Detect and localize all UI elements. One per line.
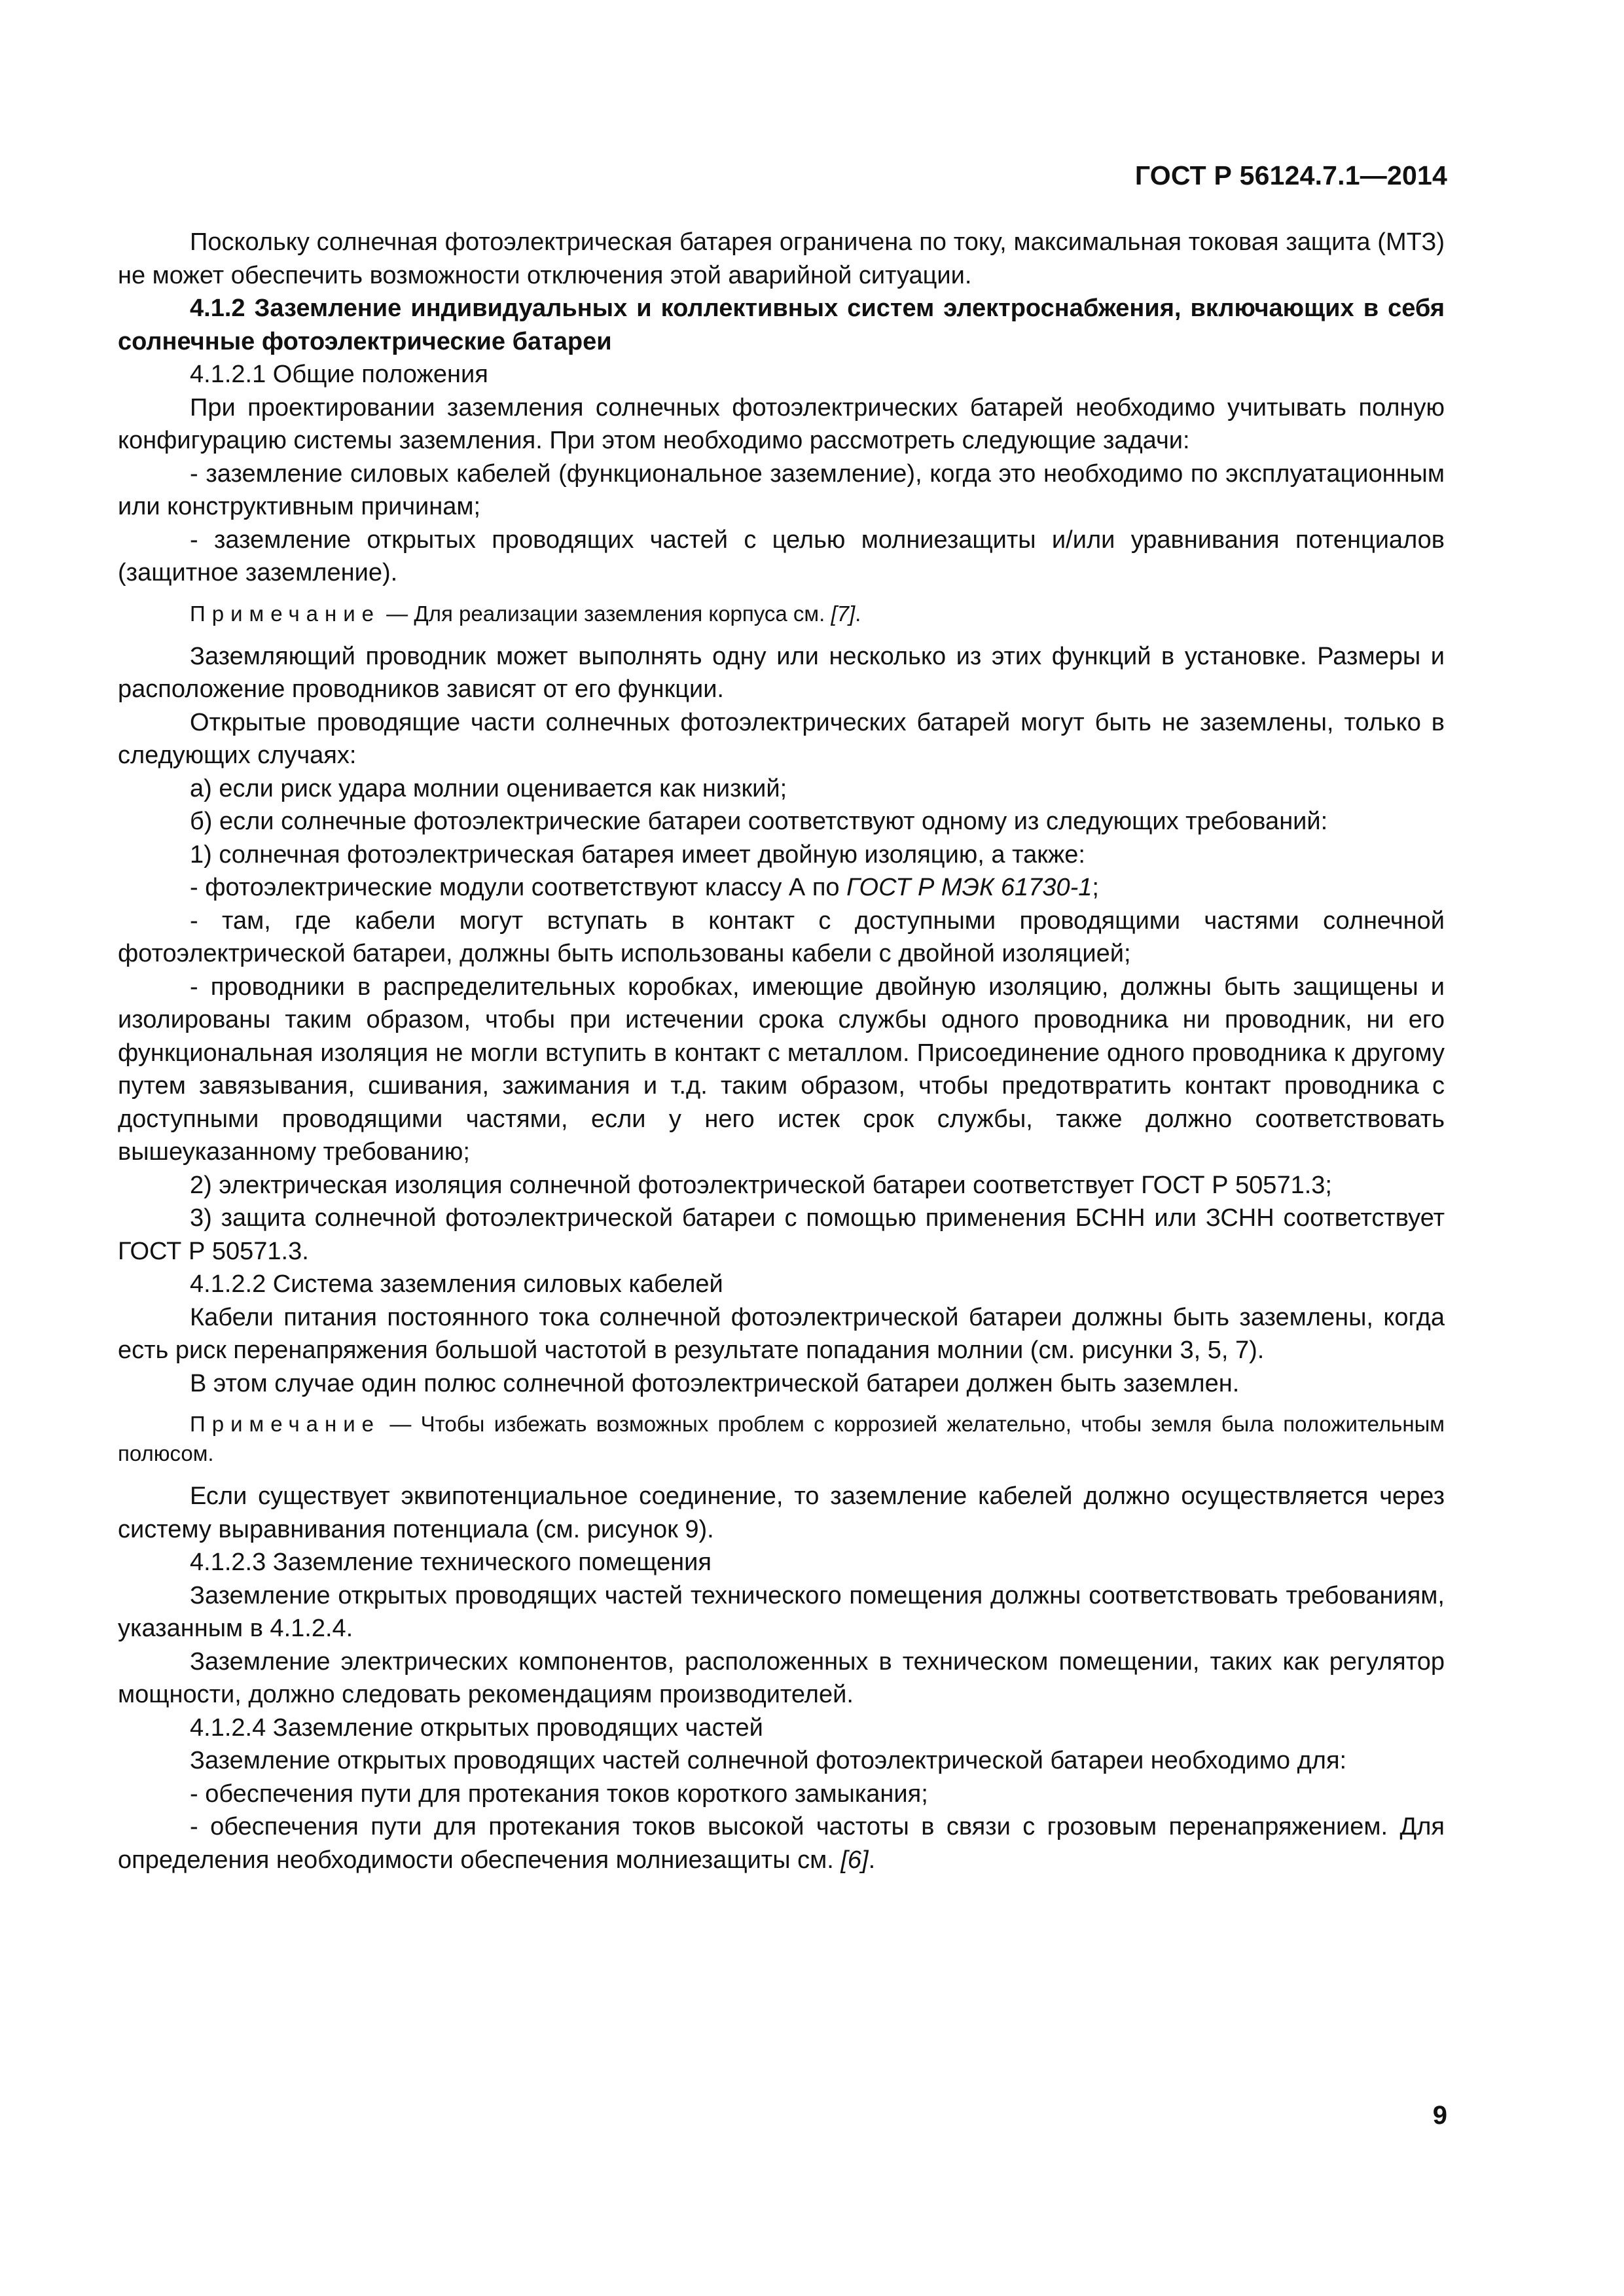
list-item: - обеспечения пути для протекания токов короткого замыкания; [190,1780,928,1808]
subsection-heading-4-1-2-1: 4.1.2.1 Общие положения [190,361,488,388]
paragraph: Заземление открытых проводящих частей технического помещения должны соответствовать требованиям, указанным в 4.1.2.4. [118,1581,1445,1642]
page-number: 9 [1432,2101,1447,2130]
list-item [118,1810,1445,1876]
list-item-end: . [868,1846,876,1874]
paragraph: Открытые проводящие части солнечных фотоэлектрических батарей могут быть не заземлены, только в следующих случаях: [118,708,1445,769]
list-item [118,871,1445,905]
list-item: 2) электрическая изоляция солнечной фотоэлектрической батареи соответствует ГОСТ Р 50571.3; [190,1171,1332,1199]
reference-link: [6] [840,1846,869,1874]
list-item: 1) солнечная фотоэлектрическая батарея имеет двойную изоляцию, а также: [190,840,1085,869]
list-item-end: ; [1092,874,1099,901]
list-item-text: - фотоэлектрические модули соответствуют классу А по [190,874,847,901]
paragraph: Заземляющий проводник может выполнять одну или несколько из этих функций в установке. Размеры и расположение проводников зависят от его функции. [118,642,1445,703]
section-heading-4-1-2: 4.1.2 Заземление индивидуальных и коллективных систем электроснабжения, включающих в себя солнечные фотоэлектрические батареи [118,295,1445,355]
list-item: - заземление силовых кабелей (функциональное заземление), когда это необходимо по эксплуатационным или конструктивным причинам; [118,459,1445,520]
reference-link: [7] [831,601,856,626]
subsection-heading-4-1-2-2: 4.1.2.2 Система заземления силовых кабелей [190,1270,723,1298]
paragraph: Поскольку солнечная фотоэлектрическая батарея ограничена по току, максимальная токовая защита (МТЗ) не может обеспечить возможности отключения этой аварийной ситуации. [118,228,1445,289]
paragraph: Заземление электрических компонентов, расположенных в техническом помещении, таких как регулятор мощности, должно следовать рекомендациям производителей. [118,1647,1445,1708]
list-item: - заземление открытых проводящих частей с целью молниезащиты и/или уравнивания потенциалов (защитное заземление). [118,526,1445,586]
subsection-heading-4-1-2-3: 4.1.2.3 Заземление технического помещения [190,1549,712,1576]
document-body [118,226,1445,1876]
paragraph: При проектировании заземления солнечных фотоэлектрических батарей необходимо учитывать полную конфигурацию системы заземления. При этом необходимо рассмотреть следующие задачи: [118,393,1445,454]
paragraph: В этом случае один полюс солнечной фотоэлектрической батареи должен быть заземлен. [190,1369,1240,1397]
note-1 [118,599,1445,628]
standard-code-header: ГОСТ Р 56124.7.1—2014 [1134,160,1447,190]
paragraph: Если существует эквипотенциальное соединение, то заземление кабелей должно осуществляется через систему выравнивания потенциала (см. рисунок 9). [118,1482,1445,1543]
paragraph: Заземление открытых проводящих частей солнечной фотоэлектрической батареи необходимо для: [190,1747,1347,1774]
paragraph: Кабели питания постоянного тока солнечной фотоэлектрической батареи должны быть заземлены, когда есть риск перенапряжения большой частотой в результате попадания молнии (см. рисунки 3, 5, 7). [118,1303,1445,1364]
note-text: — Для реализации заземления корпуса см. [380,601,831,626]
note-2 [118,1409,1445,1468]
note-end: . [855,601,861,626]
note-label: Примечание [190,601,381,626]
standard-reference: ГОСТ Р МЭК 61730-1 [846,874,1092,901]
list-item-text: - обеспечения пути для протекания токов высокой частоты в связи с грозовым перенапряжением. Для определения необходимости обеспечения молниезащиты см. [118,1813,1445,1874]
subsection-heading-4-1-2-4: 4.1.2.4 Заземление открытых проводящих частей [190,1713,763,1742]
list-item: - проводники в распределительных коробках, имеющие двойную изоляцию, должны быть защищены и изолированы таким образом, чтобы при истечении срока службы одного проводника ни проводник, ни его функциональная изоляция не могли вступить в контакт с металлом. Присоединение одного проводника к другому путем завязывания, сшивания, зажимания и т.д. таким образом, чтобы предотвратить контакт проводника с доступными проводящими частями, если у него истек срок службы, также должно соответствовать вышеуказанному требованию; [118,973,1445,1166]
list-item: а) если риск удара молнии оценивается как низкий; [190,774,787,802]
list-item: б) если солнечные фотоэлектрические батареи соответствуют одному из следующих требований: [190,808,1328,835]
list-item: - там, где кабели могут вступать в контакт с доступными проводящими частями солнечной фотоэлектрической батареи, должны быть использованы кабели с двойной изоляцией; [118,906,1445,967]
note-label: Примечание [190,1412,381,1436]
list-item: 3) защита солнечной фотоэлектрической батареи с помощью применения БСНН или ЗСНН соответствует ГОСТ Р 50571.3. [118,1204,1445,1265]
note-text: — Чтобы избежать возможных проблем с коррозией желательно, чтобы земля была положительным полюсом. [118,1412,1445,1465]
